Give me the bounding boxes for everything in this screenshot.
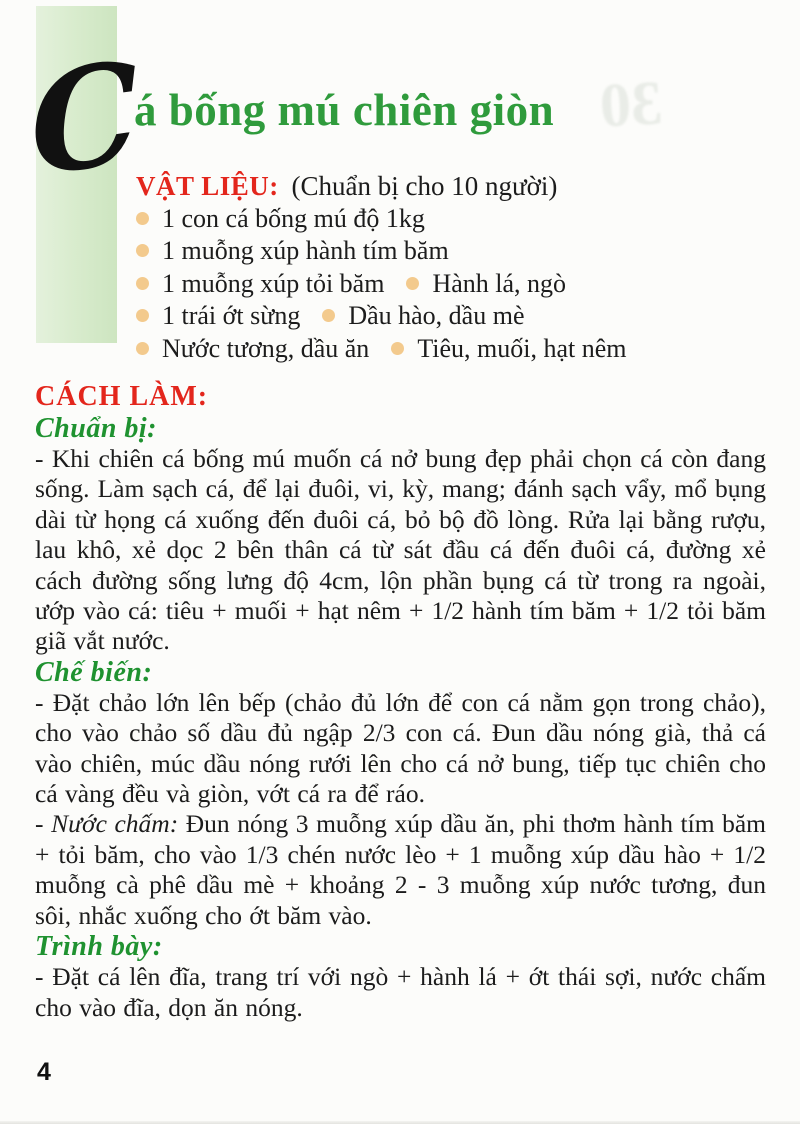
page-bleed-ghost-text: 30	[598, 69, 664, 141]
ingredients-heading-line	[136, 170, 756, 203]
serve-subheading: Trình bày:	[35, 931, 163, 963]
prep-paragraph: - Khi chiên cá bống mú muốn cá nở bung đẹp phải chọn cá còn đang sống. Làm sạch cá, để lại đuôi, vi, kỳ, mang; đánh sạch vẩy, mổ bụng dài từ họng cá xuống đến đuôi cá, bỏ bộ đồ lòng. Rửa lại bằng rượu, lau khô, xẻ dọc 2 bên thân cá từ sát đầu cá đến đuôi cá, đường xẻ cách đường sống lưng độ 4cm, lộn phần bụng cá từ trong ra ngoài, ướp vào cá: tiêu + muối + hạt nêm + 1/2 hành tím băm + 1/2 tỏi băm giã vắt nước.	[35, 444, 766, 656]
ingredient-line	[136, 203, 756, 235]
ingredient-line	[136, 300, 756, 332]
method-section	[35, 380, 766, 1023]
sauce-label: Nước chấm:	[51, 809, 179, 839]
ingredients-serving-note: (Chuẩn bị cho 10 người)	[291, 171, 558, 201]
bullet-icon	[136, 277, 149, 290]
ingredient-item: 1 trái ớt sừng	[162, 301, 301, 331]
cook-paragraph: - Đặt chảo lớn lên bếp (chảo đủ lớn để con cá nằm gọn trong chảo), cho vào chảo số dầu đủ ngập 2/3 con cá. Đun dầu nóng già, thả cá vào chiên, múc dầu nóng rưới lên cho cá nở bung, tiếp tục chiên cho cá vàng đều và giòn, vớt cá ra để ráo.	[35, 687, 766, 809]
ingredient-line	[136, 333, 756, 365]
cook-subheading: Chế biến:	[35, 656, 153, 688]
page-title: á bống mú chiên giòn	[134, 85, 555, 135]
serve-paragraph: - Đặt cá lên đĩa, trang trí với ngò + hành lá + ớt thái sợi, nước chấm cho vào đĩa, dọn ăn nóng.	[35, 962, 766, 1022]
ingredient-item: 1 muỗng xúp hành tím băm	[162, 236, 449, 266]
ingredient-item: Nước tương, dầu ăn	[162, 333, 370, 363]
bullet-icon	[322, 309, 335, 322]
ingredient-item: Dầu hào, dầu mè	[348, 301, 525, 331]
ingredients-section	[136, 170, 756, 365]
bullet-icon	[136, 212, 149, 225]
ingredient-line	[136, 268, 756, 300]
method-heading: CÁCH LÀM:	[35, 381, 209, 412]
ingredient-item: 1 con cá bống mú độ 1kg	[162, 204, 425, 233]
title-drop-cap: C	[24, 29, 145, 208]
ingredient-item: 1 muỗng xúp tỏi băm	[162, 268, 385, 298]
bullet-icon	[391, 342, 404, 355]
bullet-icon	[136, 342, 149, 355]
ingredient-item: Hành lá, ngò	[432, 268, 567, 298]
bullet-icon	[136, 309, 149, 322]
prep-subheading: Chuẩn bị:	[35, 413, 157, 444]
bullet-icon	[136, 244, 149, 257]
sauce-dash: -	[35, 809, 44, 839]
ingredient-item: Tiêu, muối, hạt nêm	[417, 333, 627, 363]
ingredients-heading: VẬT LIỆU:	[136, 171, 279, 201]
sauce-paragraph	[35, 809, 766, 931]
ingredient-line	[136, 235, 756, 267]
bullet-icon	[406, 277, 419, 290]
sauce-text: Đun nóng 3 muỗng xúp dầu ăn, phi thơm hành tím băm + tỏi băm, cho vào 1/3 chén nước lèo + 1 muỗng xúp dầu hào + 1/2 muỗng cà phê dầu mè + khoảng 2 - 3 muỗng xúp nước tương, đun sôi, nhắc xuống cho ớt băm vào.	[35, 809, 767, 930]
page-number: 4	[37, 1058, 51, 1086]
